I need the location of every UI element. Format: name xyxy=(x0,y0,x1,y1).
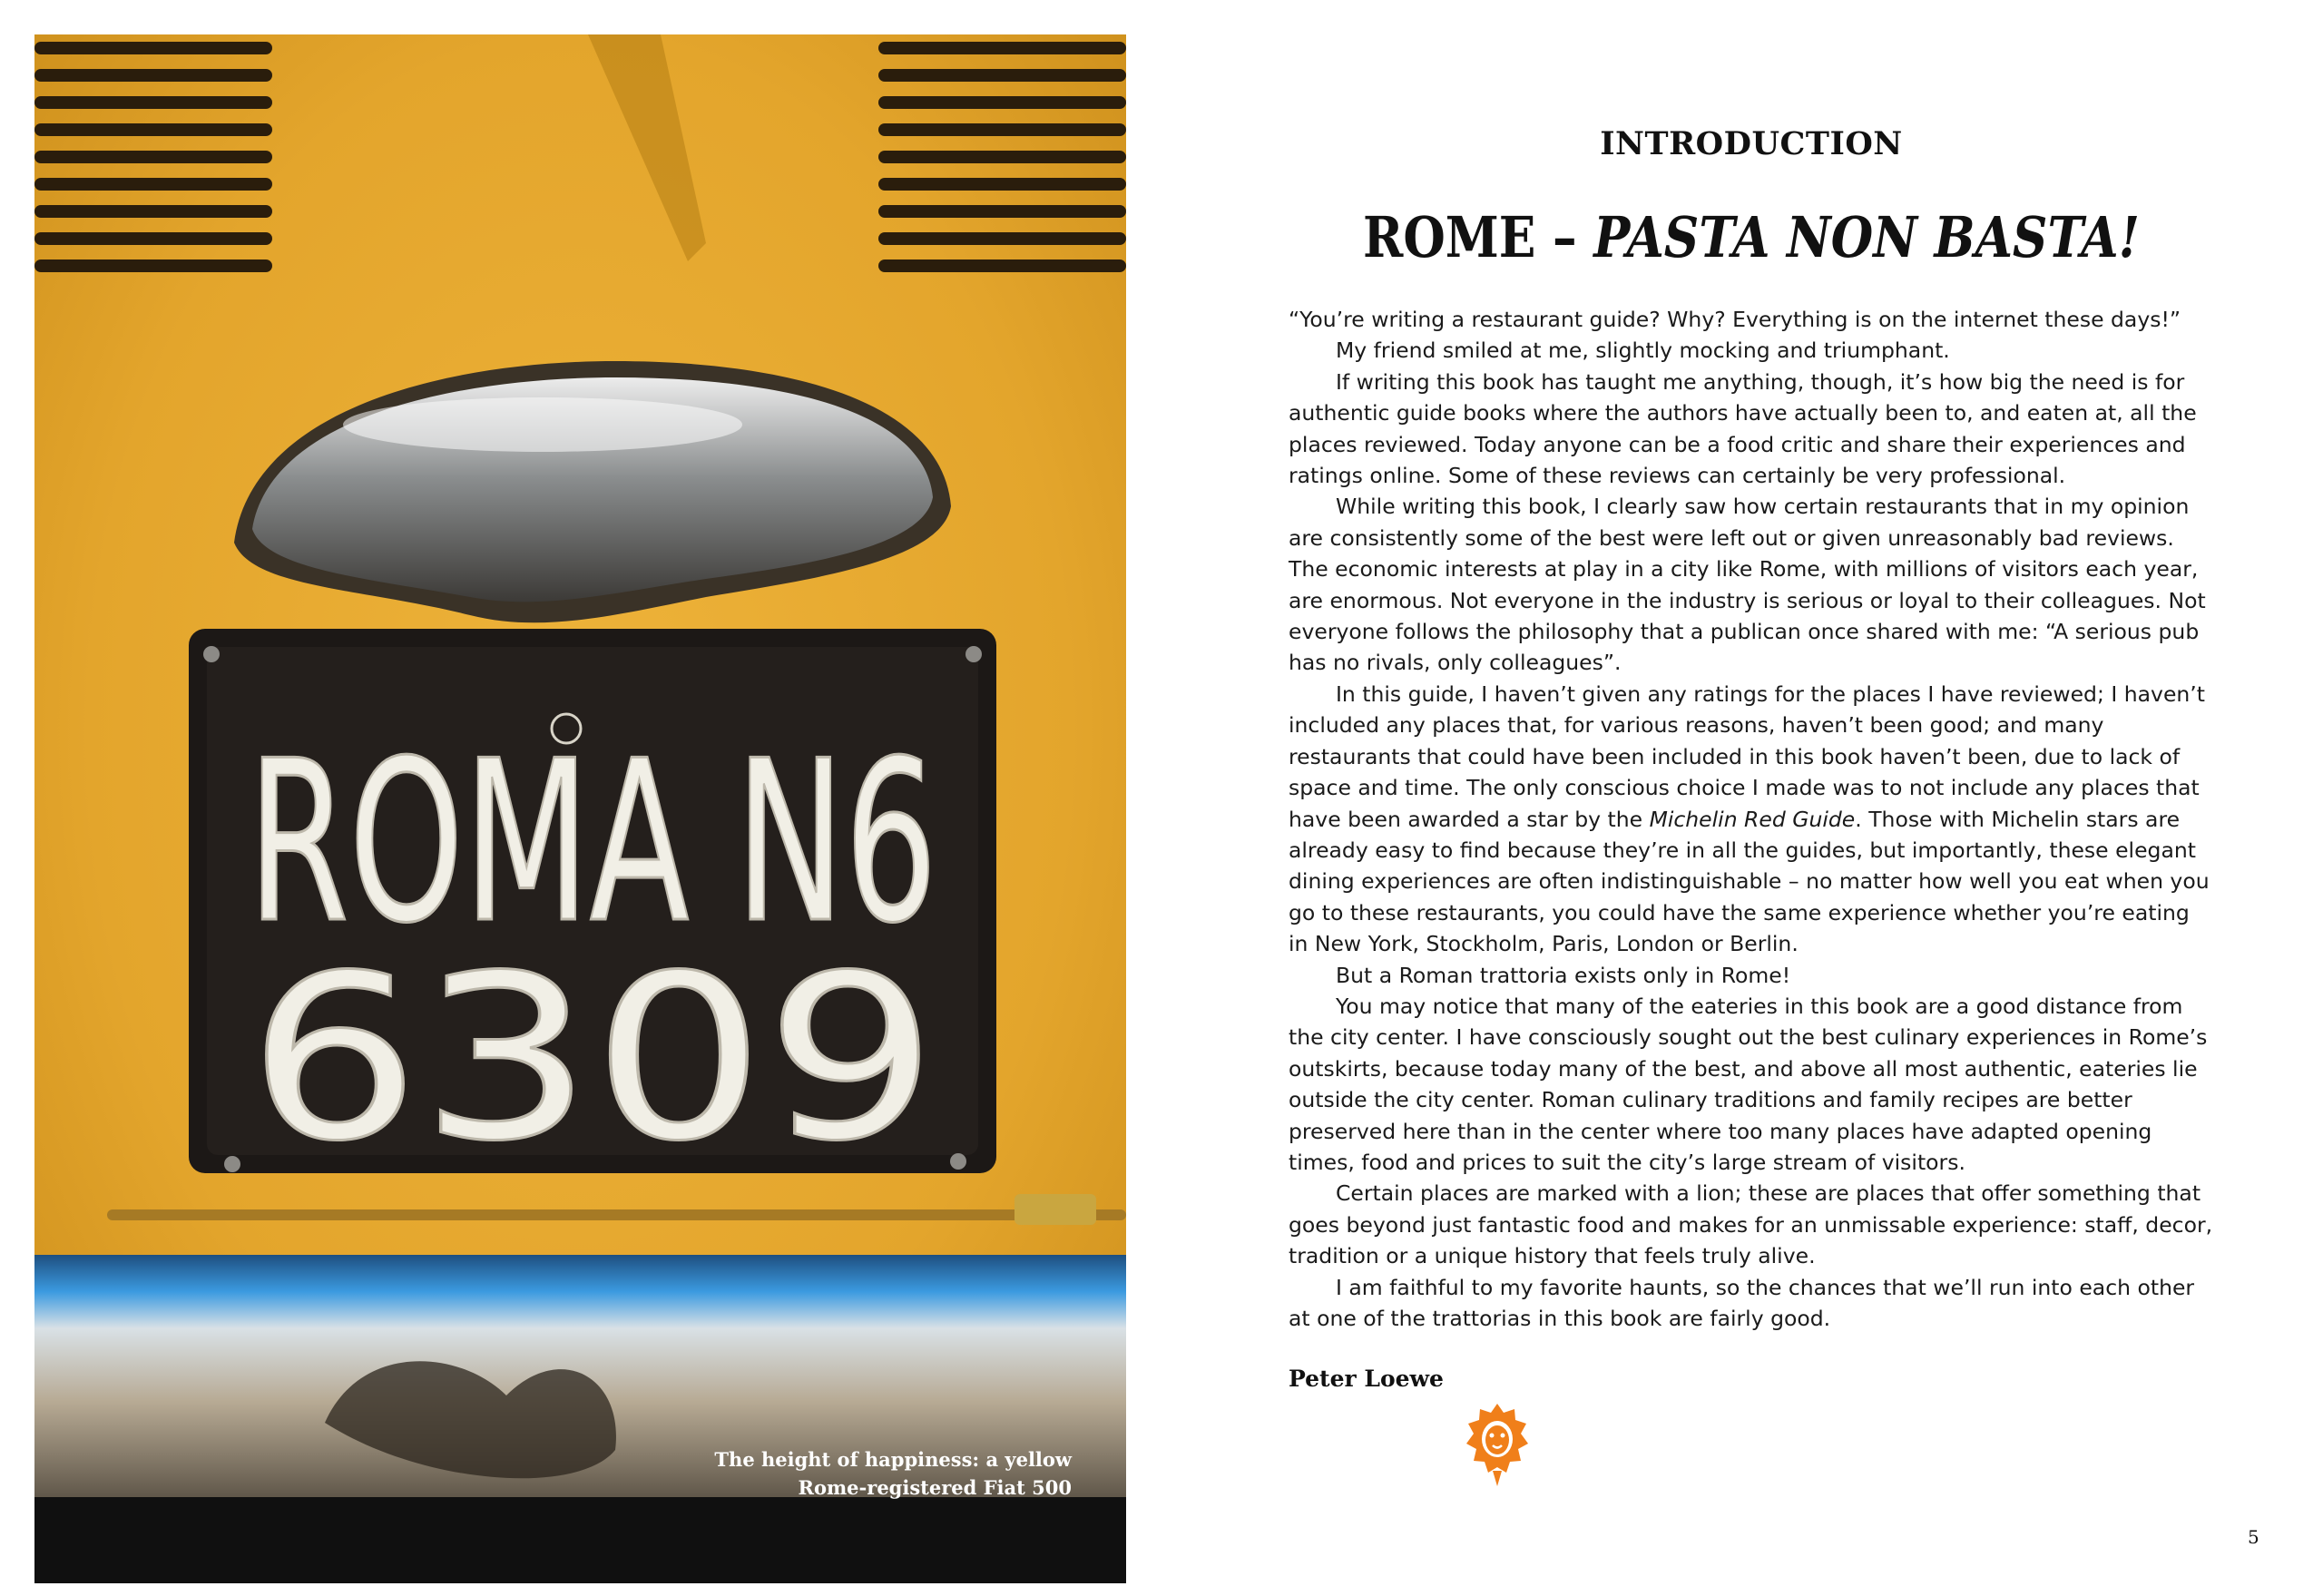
paragraph-2: My friend smiled at me, slightly mocking and triumphant. xyxy=(1336,338,1950,364)
vent-left xyxy=(34,42,272,272)
caption-line-2: Rome-registered Fiat 500 xyxy=(798,1476,1072,1499)
michelin-guide-title: Michelin Red Guide xyxy=(1649,806,1856,832)
paragraph-6: But a Roman trattoria exists only in Rome! xyxy=(1336,962,1791,988)
title-main: ROME – xyxy=(1363,204,1594,270)
license-plate xyxy=(189,629,996,1190)
paragraph-3: If writing this book has taught me anything, though, it’s how big the need is for authentic guide books where the authors have actually been to, and eaten at, all the places reviewed. Today anyone can be a food critic and share their experiences and ratings online. Some of these reviews can certainly be very professional. xyxy=(1289,368,2197,489)
paragraph-7: You may notice that many of the eateries in this book are a good distance from the city center. I have consciously sought out the best culinary experiences in Rome’s outskirts, because today many of the best, and above all most authentic, eateries lie outside the city center. Roman culinary traditions and family recipes are better preserved here than in the center where too many places have adapted opening times, food and prices to suit the city’s large stream of visitors. xyxy=(1289,993,2208,1175)
photo-caption xyxy=(600,1445,1072,1502)
paragraph-5-part-b: . Those with Michelin stars are already easy to find because they’re in all the guides, but importantly, these elegant dining experiences are often indistinguishable – no matter how well you eat when you go to these restaurants, you could have the same experience whether you’re eating in New York, Stockholm, Paris, London or Berlin. xyxy=(1289,806,2210,957)
title-italic: PASTA NON BASTA! xyxy=(1593,204,2140,270)
paragraph-9: I am faithful to my favorite haunts, so the chances that we’ll run into each other at one of the trattorias in this book are fairly good. xyxy=(1289,1274,2195,1331)
author-signature: Peter Loewe xyxy=(1289,1366,1444,1392)
body-text xyxy=(1289,304,2214,1334)
section-kicker: INTRODUCTION xyxy=(1600,125,1903,162)
paragraph-5 xyxy=(1289,679,2214,960)
caption-line-1: The height of happiness: a yellow xyxy=(714,1448,1072,1471)
paragraph-5-part-a: In this guide, I haven’t given any ratings for the places I have reviewed; I haven’t included any places that, for various reasons, haven’t been good; and many restaurants that could have been included in this book haven’t been, due to lack of space and time. The only conscious choice I made was to not include any places that have been awarded a star by the xyxy=(1289,681,2205,832)
vent-right xyxy=(878,42,1126,272)
paragraph-8: Certain places are marked with a lion; these are places that offer something that goes beyond just fantastic food and makes for an unmissable experience: staff, decor, tradition or a unique history that feels truly alive. xyxy=(1289,1180,2213,1269)
page-number: 5 xyxy=(2248,1526,2259,1548)
plate-bottom-text: 6309 xyxy=(248,926,937,1190)
page-title xyxy=(1353,204,2149,270)
paragraph-4: While writing this book, I clearly saw how certain restaurants that in my opinion are consistently some of the best were left out or given unreasonably bad reviews. The economic interests at play in a city like Rome, with millions of visitors each year, are enormous. Not everyone in the industry is serious or loyal to their colleagues. Not everyone follows the philosophy that a publican once shared with me: “A serious pub has no rivals, only colleagues”. xyxy=(1289,494,2206,676)
paragraph-1: “You’re writing a restaurant guide? Why? Everything is on the internet these days!” xyxy=(1289,307,2181,332)
photo-fiat-license-plate xyxy=(34,34,1126,1583)
lion-icon xyxy=(1465,1402,1529,1488)
plate-top-text: ROMA N6 xyxy=(248,713,937,972)
